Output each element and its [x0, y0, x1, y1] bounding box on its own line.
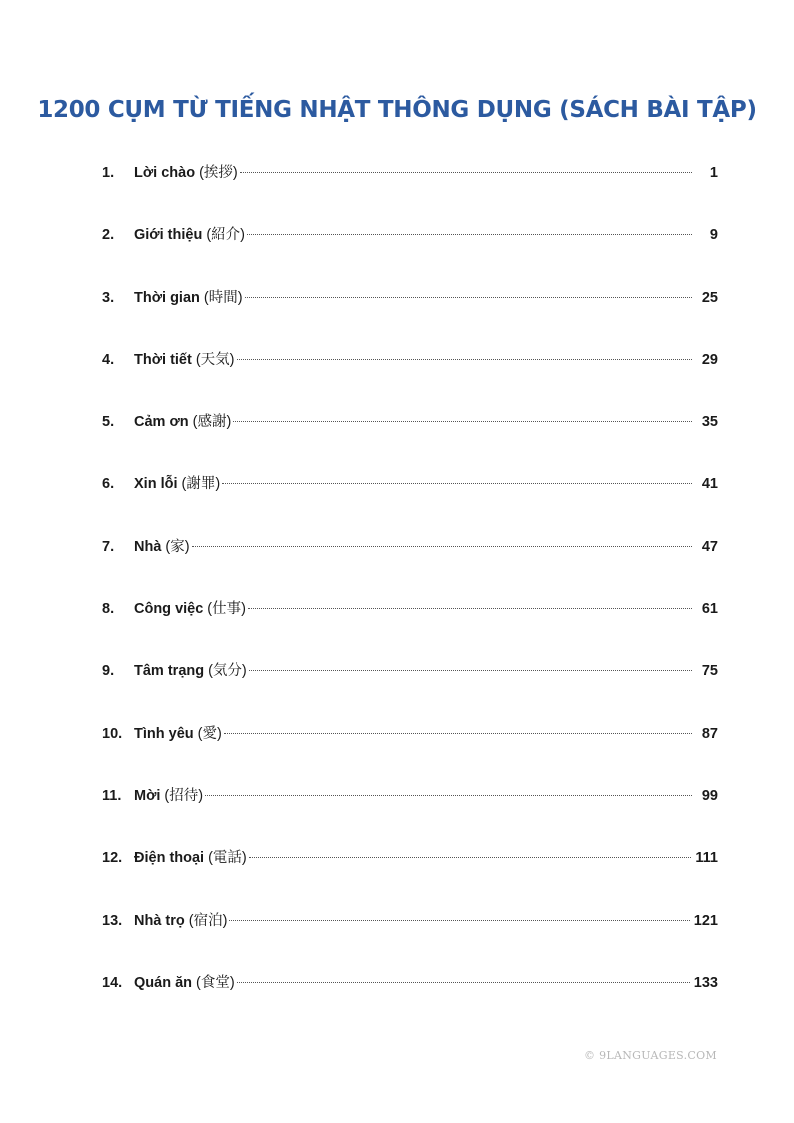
- toc-entry-japanese: (電話): [208, 850, 247, 867]
- dot-leader: [222, 483, 692, 484]
- toc-entry: [102, 906, 718, 968]
- toc-entry-number: 5.: [102, 414, 115, 431]
- toc-entry-title: Điện thoại: [134, 850, 205, 867]
- dot-leader: [245, 297, 692, 298]
- toc-entry-page: 25: [701, 289, 718, 306]
- toc-entry-page: 75: [701, 663, 718, 680]
- toc-entry: [102, 407, 718, 469]
- toc-entry-page: 111: [695, 850, 718, 867]
- toc-entry-japanese: (仕事): [207, 601, 246, 618]
- toc-entry-page: 47: [701, 538, 718, 555]
- toc-entry-page: 87: [701, 725, 718, 742]
- toc-entry-number: 10.: [102, 725, 123, 742]
- toc-entry-page: 29: [701, 351, 718, 368]
- toc-entry-japanese: (紹介): [206, 227, 245, 244]
- dot-leader: [237, 982, 690, 983]
- toc-entry-number: 3.: [102, 289, 115, 306]
- toc-entry-number: 12.: [102, 850, 123, 867]
- dot-leader: [247, 234, 692, 235]
- toc-entry-japanese: (気分): [208, 663, 247, 680]
- toc-entry: [102, 532, 718, 594]
- toc-entry-japanese: (天気): [195, 351, 235, 368]
- toc-entry-number: 14.: [102, 974, 123, 991]
- dot-leader: [205, 795, 692, 796]
- toc-entry-number: 6.: [102, 476, 115, 493]
- toc-entry-japanese: (挨拶): [199, 165, 238, 181]
- toc-entry-title: Nhà trọ: [134, 912, 185, 929]
- dot-leader: [229, 920, 689, 921]
- toc-entry-number: 2.: [102, 227, 115, 244]
- toc-entry-japanese: (時間): [203, 289, 243, 306]
- toc-entry-page: 133: [693, 974, 718, 991]
- toc-entry-title: Tâm trạng: [134, 663, 205, 680]
- copyright-footer: © 9LANGUAGES.COM: [584, 1049, 717, 1062]
- toc-entry-title: Thời tiết: [134, 351, 192, 368]
- toc-entry-japanese: (宿泊): [188, 912, 228, 929]
- toc-entry: [102, 656, 718, 718]
- toc-entry-page: 61: [701, 601, 718, 618]
- toc-entry-page: 9: [709, 227, 718, 244]
- toc-entry-title: Giới thiệu: [134, 227, 203, 244]
- toc-entry-japanese: (謝罪): [181, 476, 221, 493]
- toc-entry: [102, 843, 718, 905]
- document-title: 1200 CỤM TỪ TIẾNG NHẬT THÔNG DỤNG (SÁCH BÀI TẬP): [37, 97, 757, 124]
- toc-entry: [102, 968, 718, 1030]
- toc-entry-number: 7.: [102, 538, 115, 555]
- toc-entry: [102, 719, 718, 781]
- toc-entry-title: Cảm ơn: [134, 414, 189, 431]
- toc-entry-number: 9.: [102, 663, 115, 680]
- toc-entry-number: 13.: [102, 912, 123, 929]
- toc-entry-page: 35: [701, 414, 718, 431]
- toc-entry-japanese: (招待): [164, 787, 204, 804]
- dot-leader: [249, 857, 692, 858]
- toc-entry: [102, 158, 718, 220]
- toc-entry: [102, 594, 718, 656]
- toc-entry: [102, 781, 718, 843]
- toc-entry-page: 41: [701, 476, 718, 493]
- toc-entry-title: Thời gian: [134, 289, 200, 306]
- dot-leader: [233, 421, 692, 422]
- dot-leader: [237, 359, 692, 360]
- toc-entry-number: 8.: [102, 601, 115, 618]
- toc-entry: [102, 345, 718, 407]
- toc-entry-page: 99: [701, 787, 718, 804]
- table-of-contents: [102, 158, 718, 1030]
- toc-entry-page: 121: [693, 912, 718, 929]
- toc-entry: [102, 469, 718, 531]
- dot-leader: [240, 172, 692, 173]
- toc-entry-japanese: (家): [165, 538, 190, 555]
- toc-entry-japanese: (愛): [197, 725, 222, 742]
- toc-entry-japanese: (感謝): [192, 414, 232, 431]
- toc-entry-title: Lời chào: [134, 165, 196, 181]
- toc-entry-title: Nhà: [134, 538, 162, 555]
- toc-entry-title: Tình yêu: [134, 725, 194, 742]
- toc-entry-title: Quán ăn: [134, 974, 193, 991]
- toc-entry-number: 11.: [102, 787, 122, 804]
- toc-entry-title: Mời: [134, 787, 161, 804]
- dot-leader: [192, 546, 692, 547]
- toc-entry-number: 1.: [102, 165, 115, 181]
- toc-entry-japanese: (食堂): [196, 974, 235, 991]
- toc-entry-page: 1: [709, 165, 718, 181]
- toc-entry: [102, 220, 718, 282]
- toc-entry-number: 4.: [102, 351, 115, 368]
- toc-entry-title: Xin lỗi: [134, 476, 178, 493]
- toc-entry: [102, 283, 718, 345]
- toc-entry-title: Công việc: [134, 601, 204, 618]
- dot-leader: [248, 608, 692, 609]
- dot-leader: [249, 670, 692, 671]
- dot-leader: [224, 733, 692, 734]
